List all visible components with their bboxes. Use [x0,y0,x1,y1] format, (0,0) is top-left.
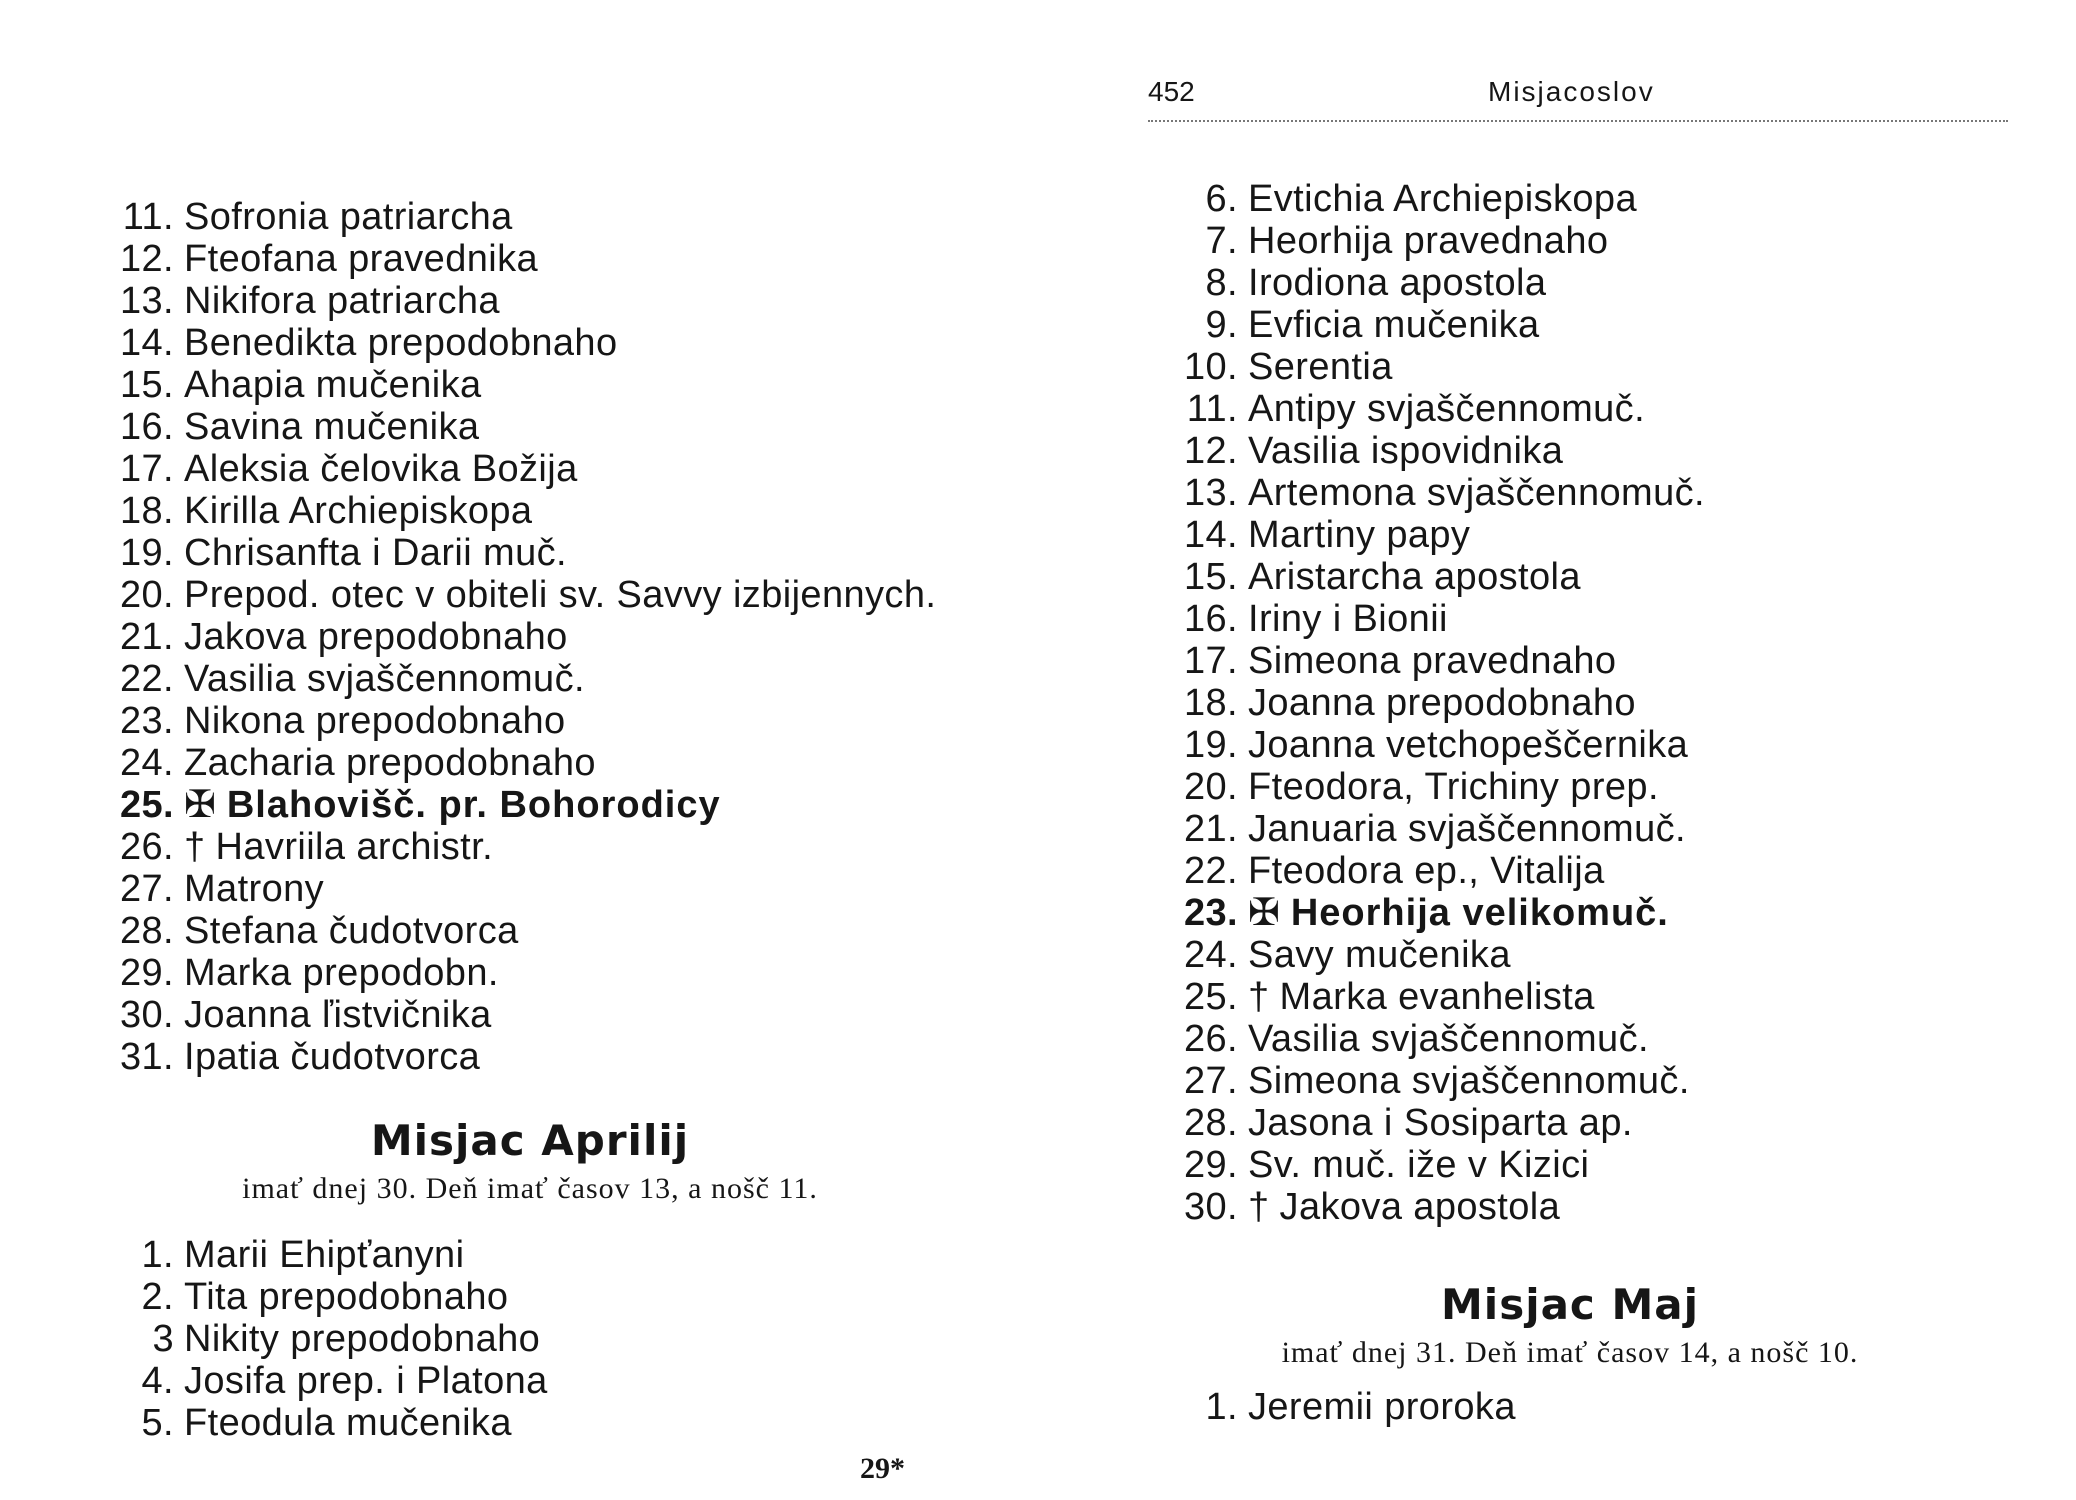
entry-saint-name: Sv. muč. iže v Kizici [1248,1144,1590,1186]
calendar-entry [100,448,936,490]
entry-text-wrap [1248,220,1608,262]
entry-text-wrap [1248,178,1637,220]
entry-text-wrap [1248,304,1540,346]
entry-saint-name: Jakova apostola [1279,1186,1561,1228]
running-title: Misjacoslov [1488,76,1655,107]
entry-saint-name: Vasilia ispovidnika [1248,430,1564,472]
entry-text-wrap [184,658,585,700]
cross-icon: † [1248,976,1270,1018]
entry-day-number: 22. [1183,850,1238,892]
entry-saint-name: Martiny papy [1248,514,1471,556]
entry-text-wrap [1248,892,1669,934]
entry-saint-name: Heorhija velikomuč. [1290,892,1669,934]
cross-icon: † [1248,1186,1270,1228]
entry-text-wrap [1248,808,1686,850]
entry-saint-name: Antipy svjaščennomuč. [1248,388,1646,430]
entry-text-wrap [1248,430,1563,472]
entry-saint-name: Fteodora, Trichiny prep. [1248,766,1659,808]
entry-saint-name: Savina mučenika [184,406,480,448]
entry-day-number: 26. [119,826,174,868]
entry-saint-name: Prepod. otec v obiteli sv. Savvy izbijennych. [184,574,937,616]
cross-icon: † [184,826,206,868]
entry-day-number: 25. [1183,976,1238,1018]
entry-text-wrap [184,448,578,490]
entry-day-number: 15. [1183,556,1238,598]
april-entries-list-left [100,1234,548,1444]
entry-saint-name: Evficia mučenika [1248,304,1540,346]
entry-day-number: 11. [122,196,174,238]
entry-day-number: 19. [1183,724,1238,766]
entry-day-number: 23. [119,700,174,742]
april-heading: Misjac Aprilij [370,1116,690,1165]
entry-text-wrap [184,490,532,532]
calendar-entry [1164,304,1705,346]
april-info: imať dnej 30. Deň imať časov 13, a nošč 11. [242,1172,818,1205]
entry-saint-name: Simeona svjaščennomuč. [1248,1060,1690,1102]
entry-saint-name: Serentia [1248,346,1393,388]
running-head [1148,76,2008,122]
entry-saint-name: Jasona i Sosiparta ap. [1248,1102,1633,1144]
calendar-entry [100,826,936,868]
entry-day-number: 14. [119,322,174,364]
march-entries-list [100,196,936,1078]
entry-text-wrap [184,280,500,322]
entry-saint-name: Marii Ehipťanyni [184,1234,465,1276]
entry-text-wrap [184,742,596,784]
calendar-entry [100,364,936,406]
entry-saint-name: Nikona prepodobnaho [184,700,566,742]
entry-text-wrap [184,1318,540,1360]
calendar-entry [100,406,936,448]
entry-day-number: 18. [1183,682,1238,724]
entry-saint-name: Fteofana pravednika [184,238,539,280]
calendar-entry [1164,1186,1705,1228]
entry-day-number: 11. [1186,388,1238,430]
calendar-entry [1164,1060,1705,1102]
entry-day-number: 22. [119,658,174,700]
entry-day-number: 16. [1183,598,1238,640]
entry-text-wrap [1248,1102,1633,1144]
entry-day-number: 30. [1183,1186,1238,1228]
calendar-entry [100,952,936,994]
calendar-entry [1164,976,1705,1018]
entry-day-number: 3 [152,1318,174,1360]
calendar-entry [100,490,936,532]
entry-text-wrap [184,868,324,910]
calendar-entry [100,1402,548,1444]
entry-text-wrap [184,826,493,868]
entry-day-number: 30. [119,994,174,1036]
entry-day-number: 1. [141,1234,174,1276]
entry-saint-name: Ahapia mučenika [184,364,482,406]
calendar-entry [1164,892,1705,934]
calendar-entry [100,910,936,952]
entry-text-wrap [184,364,482,406]
entry-day-number: 25. [119,784,174,826]
entry-day-number: 28. [1183,1102,1238,1144]
entry-saint-name: Sofronia patriarcha [184,196,513,238]
entry-day-number: 15. [119,364,174,406]
page-number: 452 [1148,76,1195,107]
calendar-entry [100,532,936,574]
entry-text-wrap [184,196,513,238]
entry-saint-name: Aleksia čelovika Božija [184,448,578,490]
entry-saint-name: Savy mučenika [1248,934,1511,976]
entry-day-number: 24. [119,742,174,784]
may-info: imať dnej 31. Deň imať časov 14, a nošč 10. [1281,1336,1859,1369]
entry-day-number: 19. [119,532,174,574]
entry-day-number: 7. [1205,220,1238,262]
entry-text-wrap [184,784,721,826]
entry-day-number: 14. [1183,514,1238,556]
entry-text-wrap [184,574,936,616]
calendar-entry [1164,1144,1705,1186]
calendar-entry [1164,556,1705,598]
entry-text-wrap [184,952,499,994]
entry-day-number: 20. [119,574,174,616]
entry-day-number: 10. [1183,346,1238,388]
entry-text-wrap [184,910,519,952]
entry-saint-name: Marka evanhelista [1279,976,1595,1018]
entry-saint-name: Tita prepodobnaho [184,1276,509,1318]
entry-text-wrap [184,322,618,364]
entry-text-wrap [1248,682,1636,724]
calendar-entry [100,658,936,700]
entry-saint-name: Simeona pravednaho [1248,640,1617,682]
entry-text-wrap [184,700,566,742]
calendar-entry [1164,262,1705,304]
calendar-entry [1164,1102,1705,1144]
entry-saint-name: Nikifora patriarcha [184,280,500,322]
calendar-entry [100,1036,936,1078]
calendar-entry [1164,1018,1705,1060]
entry-day-number: 20. [1183,766,1238,808]
entry-saint-name: Fteodora ep., Vitalija [1248,850,1605,892]
entry-saint-name: Joanna vetchopeščernika [1248,724,1689,766]
entry-saint-name: Joanna prepodobnaho [1248,682,1636,724]
right-page [1038,0,2076,1500]
calendar-entry [100,1318,548,1360]
entry-saint-name: Ipatia čudotvorca [184,1036,481,1078]
calendar-entry [100,616,936,658]
entry-saint-name: Nikity prepodobnaho [184,1318,541,1360]
calendar-entry [1164,934,1705,976]
calendar-entry [1164,724,1705,766]
entry-day-number: 12. [1183,430,1238,472]
entry-text-wrap [1248,934,1511,976]
entry-saint-name: Januaria svjaščennomuč. [1248,808,1686,850]
entry-saint-name: Zacharia prepodobnaho [184,742,596,784]
entry-saint-name: Blahovišč. pr. Bohorodicy [226,784,721,826]
printer-signature: 29* [860,1452,905,1485]
feast-cross-icon: ✠ [1248,892,1281,934]
entry-day-number: 28. [119,910,174,952]
calendar-entry [1164,346,1705,388]
entry-day-number: 23. [1183,892,1238,934]
calendar-entry [1164,220,1705,262]
entry-day-number: 2. [141,1276,174,1318]
entry-saint-name: Evtichia Archiepiskopa [1248,178,1638,220]
calendar-entry [100,784,936,826]
calendar-entry [1164,514,1705,556]
entry-day-number: 29. [1183,1144,1238,1186]
calendar-entry [1164,1386,1516,1428]
entry-text-wrap [1248,514,1470,556]
calendar-entry [100,994,936,1036]
calendar-entry [1164,598,1705,640]
calendar-entry [100,1276,548,1318]
entry-day-number: 6. [1205,178,1238,220]
entry-text-wrap [1248,388,1645,430]
entry-saint-name: Benedikta prepodobnaho [184,322,618,364]
entry-day-number: 12. [119,238,174,280]
entry-saint-name: Kirilla Archiepiskopa [184,490,533,532]
entry-day-number: 21. [119,616,174,658]
entry-text-wrap [184,994,492,1036]
entry-day-number: 13. [119,280,174,322]
entry-text-wrap [1248,1060,1690,1102]
entry-text-wrap [1248,346,1393,388]
calendar-entry [1164,682,1705,724]
calendar-entry [100,280,936,322]
entry-day-number: 5. [141,1402,174,1444]
calendar-entry [100,742,936,784]
entry-text-wrap [1248,598,1448,640]
entry-saint-name: Jakova prepodobnaho [184,616,568,658]
entry-day-number: 16. [119,406,174,448]
entry-day-number: 13. [1183,472,1238,514]
calendar-entry [100,1234,548,1276]
calendar-entry [1164,388,1705,430]
entry-saint-name: Marka prepodobn. [184,952,499,994]
entry-day-number: 27. [1183,1060,1238,1102]
entry-text-wrap [1248,724,1688,766]
calendar-entry [1164,472,1705,514]
entry-day-number: 17. [1183,640,1238,682]
calendar-entry [100,322,936,364]
entry-day-number: 4. [141,1360,174,1402]
entry-text-wrap [184,616,568,658]
entry-saint-name: Iriny i Bionii [1248,598,1448,640]
entry-saint-name: Fteodula mučenika [184,1402,512,1444]
entry-text-wrap [1248,1144,1589,1186]
entry-day-number: 26. [1183,1018,1238,1060]
entry-saint-name: Havriila archistr. [215,826,494,868]
entry-saint-name: Matrony [184,868,325,910]
entry-text-wrap [184,1360,548,1402]
entry-saint-name: Joanna ľistvičnika [184,994,492,1036]
entry-text-wrap [1248,640,1616,682]
entry-day-number: 27. [119,868,174,910]
entry-saint-name: Vasilia svjaščennomuč. [1248,1018,1649,1060]
calendar-entry [100,196,936,238]
entry-text-wrap [184,1036,480,1078]
entry-text-wrap [184,406,479,448]
may-entries-list [1164,1386,1516,1428]
calendar-entry [100,868,936,910]
entry-text-wrap [1248,262,1546,304]
entry-day-number: 18. [119,490,174,532]
entry-day-number: 8. [1205,262,1238,304]
entry-day-number: 24. [1183,934,1238,976]
entry-text-wrap [1248,1186,1560,1228]
calendar-entry [1164,808,1705,850]
entry-text-wrap [1248,1386,1516,1428]
feast-cross-icon: ✠ [184,784,217,826]
entry-saint-name: Jeremii proroka [1248,1386,1516,1428]
entry-text-wrap [184,532,567,574]
entry-text-wrap [1248,976,1595,1018]
calendar-entry [100,1360,548,1402]
entry-saint-name: Josifa prep. i Platona [184,1360,548,1402]
entry-saint-name: Chrisanfta i Darii muč. [184,532,567,574]
entry-text-wrap [184,238,538,280]
entry-day-number: 1. [1205,1386,1238,1428]
may-heading: Misjac Maj [1441,1280,1699,1329]
entry-day-number: 29. [119,952,174,994]
entry-text-wrap [1248,850,1605,892]
calendar-entry [100,238,936,280]
calendar-entry [1164,766,1705,808]
calendar-entry [1164,430,1705,472]
entry-text-wrap [184,1402,512,1444]
entry-saint-name: Irodiona apostola [1248,262,1547,304]
calendar-entry [100,700,936,742]
entry-day-number: 9. [1205,304,1238,346]
entry-saint-name: Vasilia svjaščennomuč. [184,658,585,700]
entry-text-wrap [184,1276,508,1318]
entry-saint-name: Artemona svjaščennomuč. [1248,472,1705,514]
calendar-entry [1164,178,1705,220]
april-entries-list-right [1164,178,1705,1228]
entry-text-wrap [1248,472,1705,514]
entry-text-wrap [1248,556,1581,598]
entry-text-wrap [1248,1018,1649,1060]
calendar-entry [1164,640,1705,682]
entry-saint-name: Stefana čudotvorca [184,910,519,952]
entry-text-wrap [1248,766,1659,808]
entry-text-wrap [184,1234,464,1276]
entry-saint-name: Heorhija pravednaho [1248,220,1609,262]
calendar-entry [1164,850,1705,892]
entry-day-number: 17. [119,448,174,490]
entry-day-number: 21. [1183,808,1238,850]
entry-saint-name: Aristarcha apostola [1248,556,1581,598]
entry-day-number: 31. [119,1036,174,1078]
calendar-entry [100,574,936,616]
